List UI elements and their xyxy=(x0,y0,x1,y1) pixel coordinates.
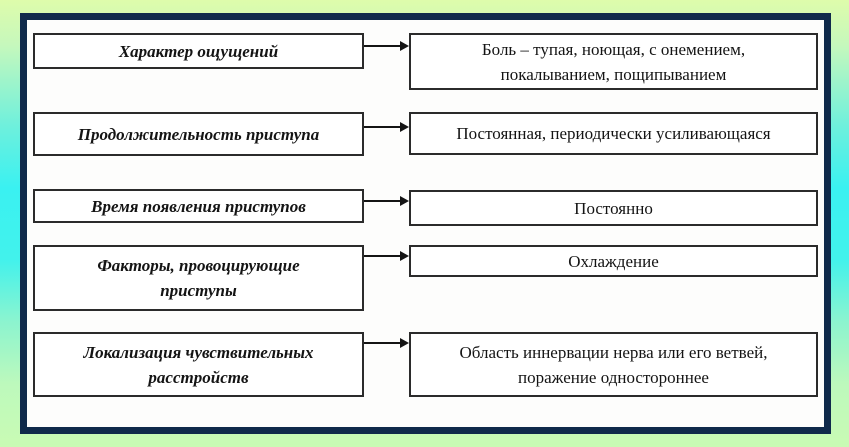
label-text: приступы xyxy=(160,281,237,300)
arrow-head-icon xyxy=(400,338,409,348)
arrow-shaft xyxy=(364,342,400,344)
arrow-head-icon xyxy=(400,251,409,261)
label-box-disorder-localization xyxy=(33,332,364,397)
arrow-shaft xyxy=(364,200,400,202)
arrow-shaft xyxy=(364,45,400,47)
value-text: Охлаждение xyxy=(568,251,659,271)
arrow-row-3 xyxy=(364,196,409,206)
arrow-shaft xyxy=(364,126,400,128)
label-text: Локализация чувствительных xyxy=(83,342,314,362)
arrow-row-1 xyxy=(364,41,409,51)
value-box-attack-time xyxy=(409,190,818,226)
arrow-head-icon xyxy=(400,41,409,51)
arrow-shaft xyxy=(364,255,400,257)
label-box-attack-time xyxy=(33,189,364,223)
arrow-row-5 xyxy=(364,338,409,348)
value-box-sensation-character xyxy=(409,33,818,90)
value-text: покалыванием, пощипыванием xyxy=(500,64,727,84)
value-box-provoking-factors xyxy=(409,245,818,277)
value-box-attack-duration xyxy=(409,112,818,155)
label-text: Факторы, провоцирующие xyxy=(97,256,300,275)
label-text: Характер ощущений xyxy=(118,41,279,61)
value-text: Боль – тупая, ноющая, с онемением, xyxy=(481,39,746,59)
label-box-sensation-character xyxy=(33,33,364,69)
arrow-row-2 xyxy=(364,122,409,132)
label-text: Продолжительность приступа xyxy=(77,124,320,144)
label-text: Время появления приступов xyxy=(91,196,306,216)
label-text: расстройств xyxy=(148,367,249,387)
value-text: Постоянная, периодически усиливающаяся xyxy=(456,124,771,143)
arrow-head-icon xyxy=(400,196,409,206)
value-text: Постоянно xyxy=(574,198,653,218)
value-text: Область иннервации нерва или его ветвей, xyxy=(459,342,768,362)
label-box-provoking-factors xyxy=(33,245,364,311)
arrow-row-4 xyxy=(364,251,409,261)
label-box-attack-duration xyxy=(33,112,364,156)
arrow-head-icon xyxy=(400,122,409,132)
value-box-disorder-localization xyxy=(409,332,818,397)
diagram-frame xyxy=(20,13,831,434)
value-text: поражение одностороннее xyxy=(518,367,709,387)
